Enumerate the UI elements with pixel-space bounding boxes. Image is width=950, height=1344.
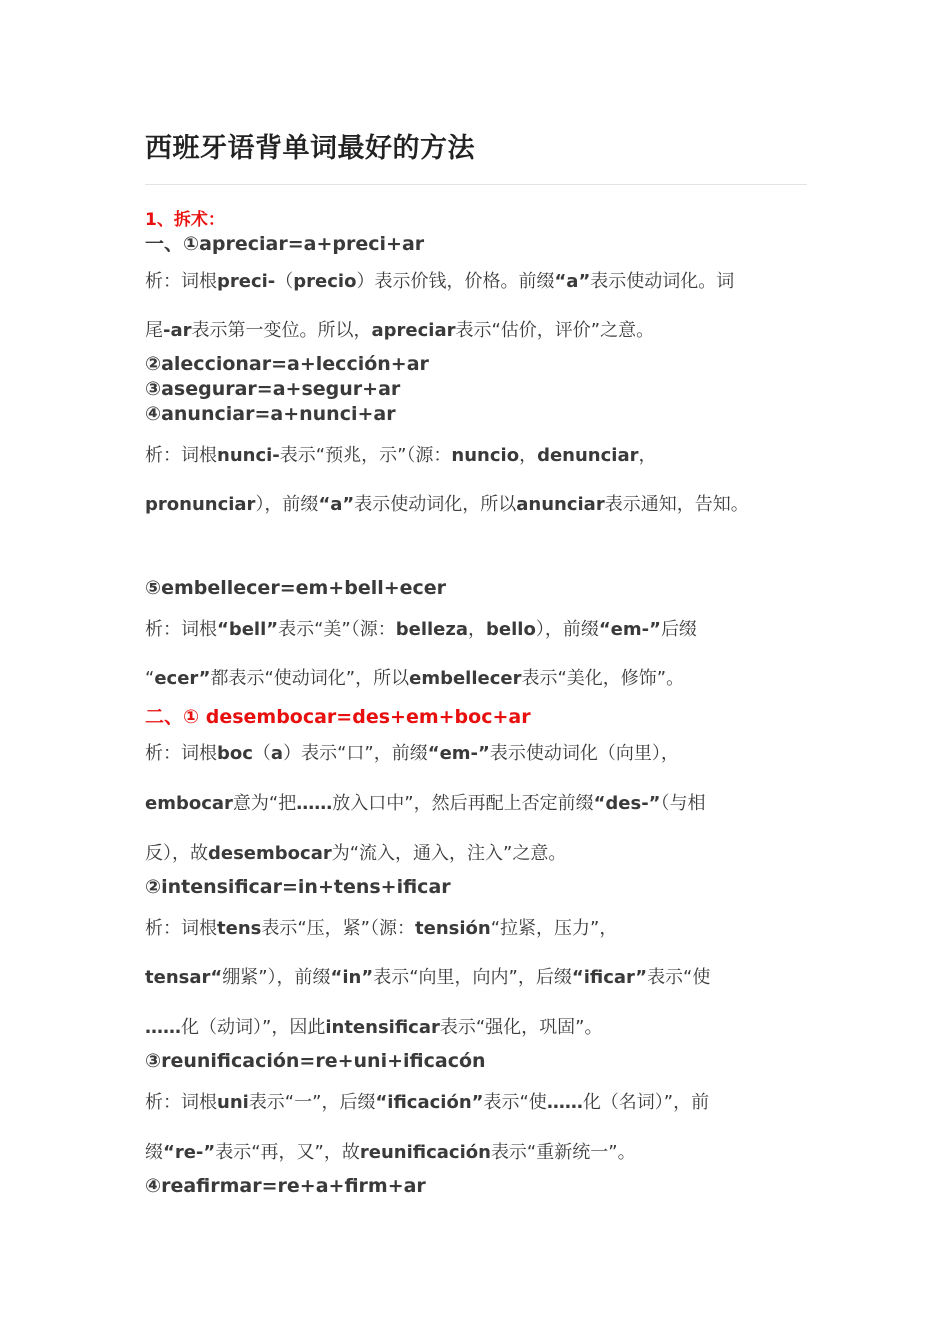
analysis-line	[145, 839, 566, 865]
analysis-text: 表示第一变位。所以，	[191, 320, 372, 341]
term-text: intensificar	[325, 1017, 440, 1038]
analysis-text: ），前缀	[255, 494, 319, 515]
term-text: denunciar	[537, 445, 639, 466]
section-heading: 1、拆术：	[145, 210, 225, 230]
analysis-text: “拉紧，压力”，	[490, 918, 618, 939]
analysis-text: 析：词根	[145, 1092, 217, 1113]
analysis-text: 析：词根	[145, 743, 217, 764]
term-text: belleza	[395, 619, 469, 640]
analysis-line	[145, 963, 710, 989]
analysis-text: （	[275, 271, 294, 292]
analysis-text: 表示使动词化。词	[590, 271, 735, 292]
term-text: reunificación	[359, 1142, 491, 1163]
analysis-text: 析：词根	[145, 445, 217, 466]
analysis-text: ），前缀	[535, 619, 599, 640]
word-formula: ④anunciar=a+nunci+ar	[145, 403, 396, 425]
term-text: “a”	[318, 494, 355, 515]
analysis-text: 析：词根	[145, 271, 217, 292]
word-formula: ④reafirmar=re+a+firm+ar	[145, 1175, 426, 1197]
analysis-text: ，	[638, 445, 657, 466]
analysis-text: 化（名词）”，前	[582, 1092, 710, 1113]
analysis-text: “	[145, 668, 155, 689]
analysis-text: ）表示价钱，价格。前缀	[356, 271, 555, 292]
analysis-text: （	[252, 743, 271, 764]
word-formula: ③asegurar=a+segur+ar	[145, 378, 401, 400]
analysis-text: 表示“压，紧”（源：	[261, 918, 415, 939]
analysis-text: 后缀	[660, 619, 697, 640]
analysis-text: 表示“一”，后缀	[248, 1092, 376, 1113]
title-divider	[145, 184, 807, 185]
analysis-text: 析：词根	[145, 918, 217, 939]
analysis-line	[145, 441, 656, 467]
analysis-line	[145, 267, 734, 293]
analysis-text: ）表示“口”，前缀	[283, 743, 428, 764]
analysis-line	[145, 1088, 709, 1114]
word-formula: ②intensificar=in+tens+ificar	[145, 876, 451, 898]
term-text: boc	[217, 743, 253, 764]
term-text: apreciar	[371, 320, 456, 341]
term-text: “	[210, 967, 223, 988]
term-text: ……	[145, 1017, 181, 1038]
section-two-prefix: 二、	[145, 706, 184, 728]
analysis-text: 表示使动词化，所以	[354, 494, 517, 515]
term-text: “in”	[330, 967, 374, 988]
analysis-line	[145, 615, 697, 641]
term-text: nuncio	[451, 445, 520, 466]
term-text: “em-”	[427, 743, 490, 764]
term-text: pronunciar	[145, 494, 256, 515]
term-text: “re-”	[163, 1142, 216, 1163]
term-text: -ar	[163, 320, 192, 341]
analysis-line	[145, 789, 706, 815]
analysis-text: 化（动词）”，因此	[181, 1017, 326, 1038]
analysis-line	[145, 316, 654, 342]
term-text: preci-	[217, 271, 276, 292]
term-text: desembocar	[208, 843, 332, 864]
analysis-text: 尾	[145, 320, 163, 341]
term-text: embellecer	[409, 668, 522, 689]
word-formula: ③reunificación=re+uni+ificacón	[145, 1050, 486, 1072]
term-text: tensión	[415, 918, 491, 939]
term-text: ……	[546, 1092, 583, 1113]
analysis-text: 放入口中”，然后再配上否定前缀	[332, 793, 594, 814]
term-text: tensar	[145, 967, 211, 988]
term-text: tens	[217, 918, 262, 939]
term-text: “des-”	[593, 793, 661, 814]
analysis-text: ，	[519, 445, 538, 466]
analysis-text: 缀	[145, 1142, 163, 1163]
term-text: ecer”	[154, 668, 211, 689]
analysis-text: 表示使动词化（向里），	[489, 743, 679, 764]
term-text: precio	[293, 271, 357, 292]
analysis-text: ，	[468, 619, 487, 640]
analysis-text: 表示“向里，向内”，后缀	[373, 967, 572, 988]
term-text: embocar	[145, 793, 233, 814]
analysis-text: 表示“重新统一”。	[490, 1142, 636, 1163]
analysis-text: 表示“使	[647, 967, 711, 988]
term-text: “a”	[554, 271, 591, 292]
term-text: a	[270, 743, 284, 764]
word-formula: ②aleccionar=a+lección+ar	[145, 353, 429, 375]
analysis-text: 反），故	[145, 843, 208, 864]
analysis-line	[145, 739, 679, 765]
term-text: bello	[486, 619, 536, 640]
analysis-text: 表示“使	[483, 1092, 547, 1113]
term-text: uni	[217, 1092, 249, 1113]
analysis-line	[145, 490, 749, 516]
section-two-heading	[145, 702, 531, 729]
analysis-text: 表示“估价，评价”之意。	[455, 320, 655, 341]
term-text: nunci-	[217, 445, 280, 466]
word-formula: ⑤embellecer=em+bell+ecer	[145, 577, 447, 599]
analysis-text: 表示“美”（源：	[278, 619, 396, 640]
word-formula: 一、①apreciar=a+preci+ar	[145, 233, 425, 255]
analysis-text: 意为“把	[232, 793, 297, 814]
analysis-text: 表示“预兆，示”（源：	[279, 445, 452, 466]
term-text: anunciar	[516, 494, 605, 515]
analysis-text: 为“流入，通入，注入”之意。	[331, 843, 567, 864]
analysis-line	[145, 1013, 603, 1039]
analysis-text: 表示“再，又”，故	[215, 1142, 360, 1163]
term-text: ……	[296, 793, 333, 814]
analysis-text: 表示“强化，巩固”。	[439, 1017, 603, 1038]
page-title: 西班牙语背单词最好的方法	[145, 133, 475, 164]
word-formula: ① desembocar=des+em+boc+ar	[183, 706, 531, 728]
analysis-text: 绷紧”），前缀	[222, 967, 331, 988]
analysis-line	[145, 914, 617, 940]
analysis-line	[145, 1138, 636, 1164]
analysis-text: 都表示“使动词化”，所以	[210, 668, 410, 689]
analysis-text: 表示“美化，修饰”。	[521, 668, 685, 689]
term-text: “em-”	[598, 619, 661, 640]
term-text: “bell”	[217, 619, 279, 640]
analysis-text: （与相	[660, 793, 706, 814]
analysis-text: 表示通知，告知。	[604, 494, 749, 515]
term-text: “ificar”	[571, 967, 648, 988]
analysis-text: 析：词根	[145, 619, 217, 640]
term-text: “ificación”	[375, 1092, 484, 1113]
analysis-line	[145, 664, 684, 690]
